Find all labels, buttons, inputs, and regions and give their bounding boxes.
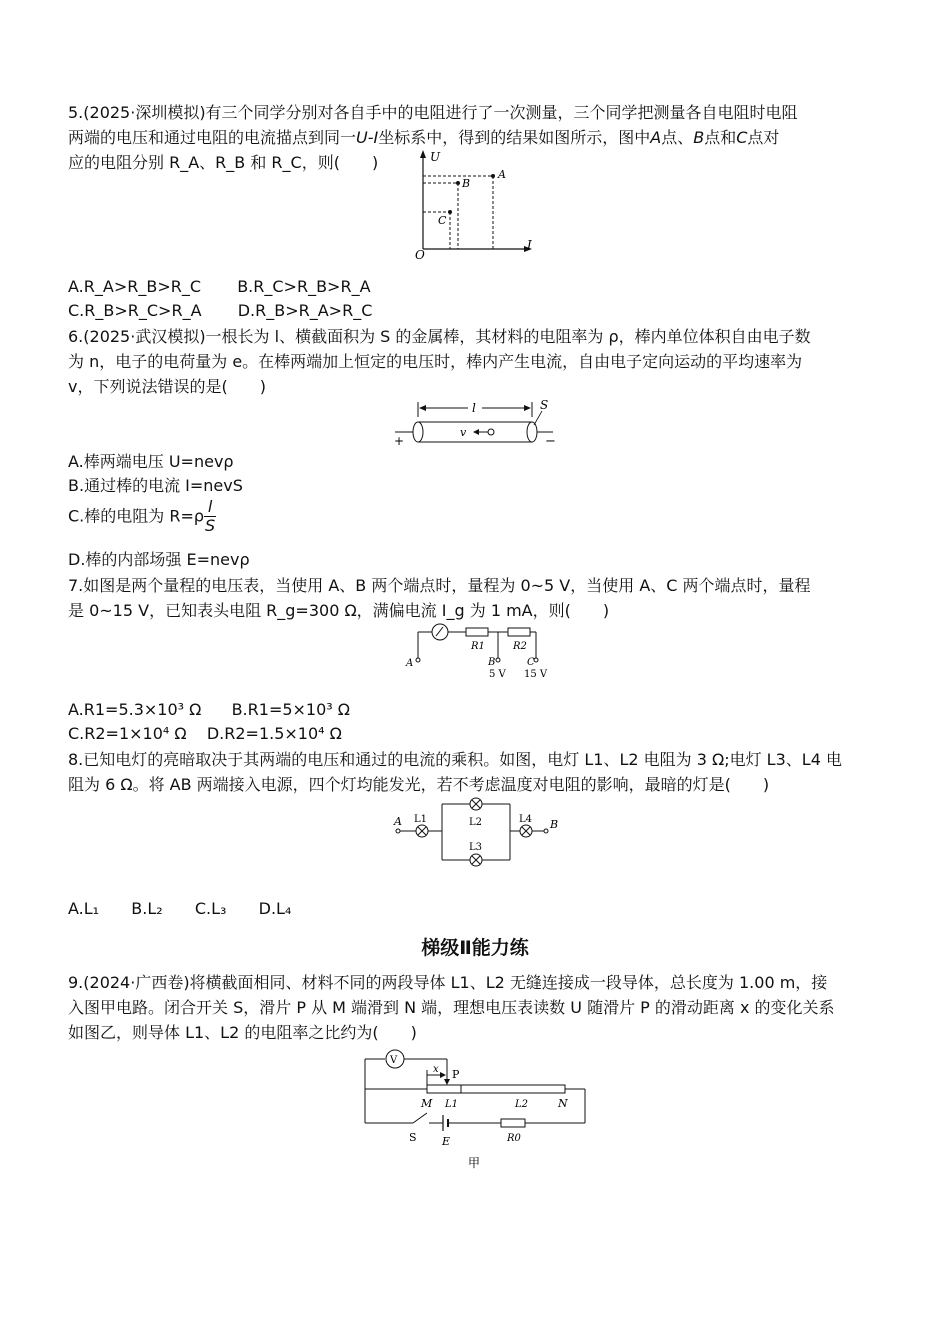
q8-option-d[interactable]: D.L₄	[258, 899, 292, 918]
q7-voltmeter-circuit	[398, 620, 558, 682]
svg-text:L2: L2	[469, 817, 483, 828]
svg-text:A: A	[498, 168, 506, 181]
svg-text:5 V: 5 V	[489, 669, 506, 680]
svg-text:L3: L3	[469, 842, 483, 853]
point-b	[456, 181, 460, 185]
svg-text:A: A	[406, 658, 414, 669]
q7-option-c[interactable]: C.R2=1×10⁴ Ω	[68, 724, 187, 743]
q5-line1: 5.(2025·深圳模拟)有三个同学分别对各自手中的电阻进行了一次测量，三个同学把测量各自电阻时电阻	[68, 103, 798, 122]
q6-option-a[interactable]: A.棒两端电压 U=nevρ	[68, 452, 234, 471]
q5-option-b[interactable]: B.R_C>R_B>R_A	[237, 277, 371, 296]
q9-line2: 入图甲电路。闭合开关 S，滑片 P 从 M 端滑到 N 端，理想电压表读数 U 随滑片 P 的滑动距离 x 的变化关系	[68, 998, 835, 1017]
q5-option-c[interactable]: C.R_B>R_C>R_A	[68, 301, 202, 320]
rod-length-label: l	[472, 401, 476, 415]
q5-option-d[interactable]: D.R_B>R_A>R_C	[237, 301, 373, 320]
svg-text:L2: L2	[515, 1099, 529, 1110]
q7-line2: 是 0~15 V，已知表头电阻 R_g=300 Ω，满偏电流 I_g 为 1 mA，则( )	[68, 601, 610, 620]
q7-line1: 7.如图是两个量程的电压表，当使用 A、B 两个端点时，量程为 0~5 V，当使用 A、C 两个端点时，量程	[68, 576, 811, 595]
svg-text:S: S	[409, 1131, 417, 1144]
q5-option-row2	[68, 299, 372, 323]
svg-text:R2: R2	[513, 641, 527, 652]
svg-text:15 V: 15 V	[524, 669, 548, 680]
q5-ui-graph	[405, 145, 545, 263]
q6-option-d[interactable]: D.棒的内部场强 E=nevρ	[68, 550, 250, 569]
q8-option-a[interactable]: A.L₁	[68, 899, 100, 918]
q6-line1: 6.(2025·武汉模拟)一根长为 l、横截面积为 S 的金属棒，其材料的电阻率为 ρ，棒内单位体积自由电子数	[68, 327, 811, 346]
q7-option-a[interactable]: A.R1=5.3×10³ Ω	[68, 700, 202, 719]
q8-lamp-circuit	[392, 795, 564, 877]
origin-label: O	[415, 248, 425, 262]
svg-text:L1: L1	[445, 1099, 459, 1110]
svg-text:v: v	[460, 426, 467, 439]
svg-text:R0: R0	[507, 1133, 521, 1144]
i-axis-label: I	[527, 238, 532, 252]
q8-options	[68, 897, 291, 921]
q5-option-a[interactable]: A.R_A>R_B>R_C	[68, 277, 202, 296]
svg-text:M: M	[421, 1097, 433, 1110]
svg-text:C: C	[527, 657, 535, 668]
q8-line2: 阻为 6 Ω。将 AB 两端接入电源，四个灯均能发光，若不考虑温度对电阻的影响，最暗的灯是( )	[68, 775, 770, 794]
q9-line1: 9.(2024·广西卷)将横截面相同、材料不同的两段导体 L1、L2 无缝连接成一段导体，总长度为 1.00 m，接	[68, 973, 828, 992]
svg-text:−: −	[545, 434, 556, 449]
svg-text:+: +	[394, 434, 405, 448]
svg-text:B: B	[462, 177, 471, 190]
q9-line3: 如图乙，则导体 L1、L2 的电阻率之比约为( )	[68, 1023, 417, 1042]
svg-text:V: V	[390, 1055, 398, 1066]
q6-option-b[interactable]: B.通过棒的电流 I=nevS	[68, 476, 243, 495]
q5-option-row1	[68, 275, 371, 299]
svg-text:C: C	[438, 214, 447, 227]
svg-text:N: N	[558, 1097, 568, 1110]
figure-caption-jia: 甲	[468, 1156, 481, 1170]
svg-text:R1: R1	[471, 641, 485, 652]
q5-line3: 应的电阻分别 R_A、R_B 和 R_C，则( )	[68, 153, 379, 172]
q6-option-c[interactable]: C.棒的电阻为 R=ρ $\frac{l}{S}$	[68, 497, 216, 535]
svg-text:S: S	[540, 398, 549, 412]
q7-option-row2	[68, 722, 342, 746]
point-a	[491, 174, 495, 178]
q9-circuit-figure-jia	[355, 1045, 595, 1173]
svg-text:L4: L4	[519, 814, 533, 825]
svg-text:x: x	[433, 1064, 439, 1075]
q8-option-b[interactable]: B.L₂	[131, 899, 163, 918]
q6-line2: 为 n，电子的电荷量为 e。在棒两端加上恒定的电压时，棒内产生电流，自由电子定向运动的平均速率为	[68, 352, 803, 371]
q8-line1: 8.已知电灯的亮暗取决于其两端的电压和通过的电流的乘积。如图，电灯 L1、L2 电阻为 3 Ω;电灯 L3、L4 电	[68, 750, 842, 769]
svg-text:A: A	[394, 815, 402, 828]
q7-option-row1	[68, 698, 350, 722]
u-axis-label: U	[430, 150, 441, 164]
q7-option-b[interactable]: B.R1=5×10³ Ω	[231, 700, 351, 719]
q6-line3: v，下列说法错误的是( )	[68, 377, 266, 396]
q5-line2: 两端的电压和通过电阻的电流描点到同一U-I坐标系中，得到的结果如图所示，图中A点、B点和C点对	[68, 128, 780, 147]
q7-option-d[interactable]: D.R2=1.5×10⁴ Ω	[206, 724, 342, 743]
q8-option-c[interactable]: C.L₃	[194, 899, 227, 918]
point-c	[448, 210, 452, 214]
svg-text:B: B	[488, 657, 496, 668]
svg-text:P: P	[452, 1068, 460, 1081]
svg-text:E: E	[442, 1135, 451, 1148]
section-title: 梯级Ⅱ能力练	[421, 937, 529, 959]
q6-metal-rod-figure	[390, 397, 570, 449]
svg-text:L1: L1	[414, 814, 428, 825]
svg-text:B: B	[550, 818, 559, 831]
